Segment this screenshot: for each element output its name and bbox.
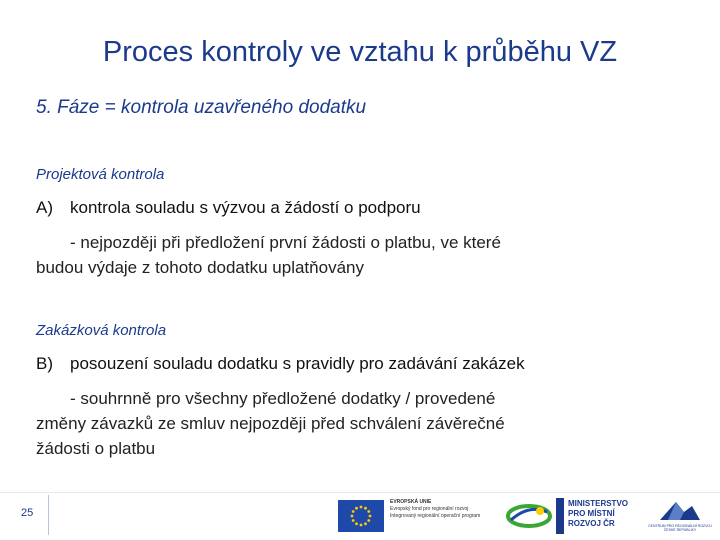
- item-b-text: posouzení souladu dodatku s pravidly pro zadávání zakázek: [70, 354, 525, 373]
- ministry-line-1: MINISTERSTVO: [568, 499, 629, 508]
- item-a-line-2: budou výdaje z tohoto dodatku uplatňovány: [36, 258, 364, 277]
- ministry-line-2: PRO MÍSTNÍ: [568, 509, 615, 518]
- footer-vertical-rule: [48, 495, 49, 535]
- slide-subtitle: 5. Fáze = kontrola uzavřeného dodatku: [36, 97, 367, 118]
- item-a-line-1: - nejpozději při předložení první žádosti o platbu, ve které: [70, 233, 501, 252]
- eu-logo-line-3: Integrovaný regionální operační program: [390, 513, 481, 519]
- slide-title: Proces kontroly ve vztahu k průběhu VZ: [102, 36, 618, 68]
- crr-logo-text: [641, 524, 719, 532]
- section-heading-zakazkova: Zakázková kontrola: [36, 322, 167, 339]
- crr-line-2: ČESKÉ REPUBLIKY: [663, 528, 697, 532]
- eu-logo-line-2: Evropský fond pro regionální rozvoj: [390, 506, 469, 512]
- item-b: [36, 354, 525, 374]
- item-b-marker: B): [36, 354, 53, 373]
- item-b-line-2: změny závazků ze smluv nejpozději před schválení závěrečné: [36, 414, 505, 433]
- ministry-logo-text: [568, 499, 628, 529]
- item-b-description: [36, 386, 636, 461]
- eu-flag-icon: [338, 500, 384, 532]
- footer-divider: [0, 492, 720, 493]
- section-heading-projektova: Projektová kontrola: [36, 166, 165, 183]
- item-b-line-3: žádosti o platbu: [36, 439, 156, 458]
- item-a: [36, 198, 421, 218]
- eu-logo-line-1: EVROPSKÁ UNIE: [390, 499, 432, 505]
- item-a-marker: A): [36, 198, 53, 217]
- ministry-line-3: ROZVOJ ČR: [568, 519, 615, 528]
- crr-line-1: CENTRUM PRO REGIONÁLNÍ ROZVOJ: [648, 524, 712, 528]
- item-b-line-1: - souhrnně pro všechny předložené dodatky / provedené: [70, 389, 496, 408]
- eu-stars-icon: [338, 500, 384, 532]
- irop-logo-icon: [505, 500, 553, 532]
- page-number: 25: [21, 507, 34, 519]
- eu-logo-text: [390, 499, 500, 520]
- ministry-emblem-icon: [556, 498, 564, 534]
- item-a-description: [36, 230, 636, 280]
- item-a-text: kontrola souladu s výzvou a žádostí o podporu: [70, 198, 421, 217]
